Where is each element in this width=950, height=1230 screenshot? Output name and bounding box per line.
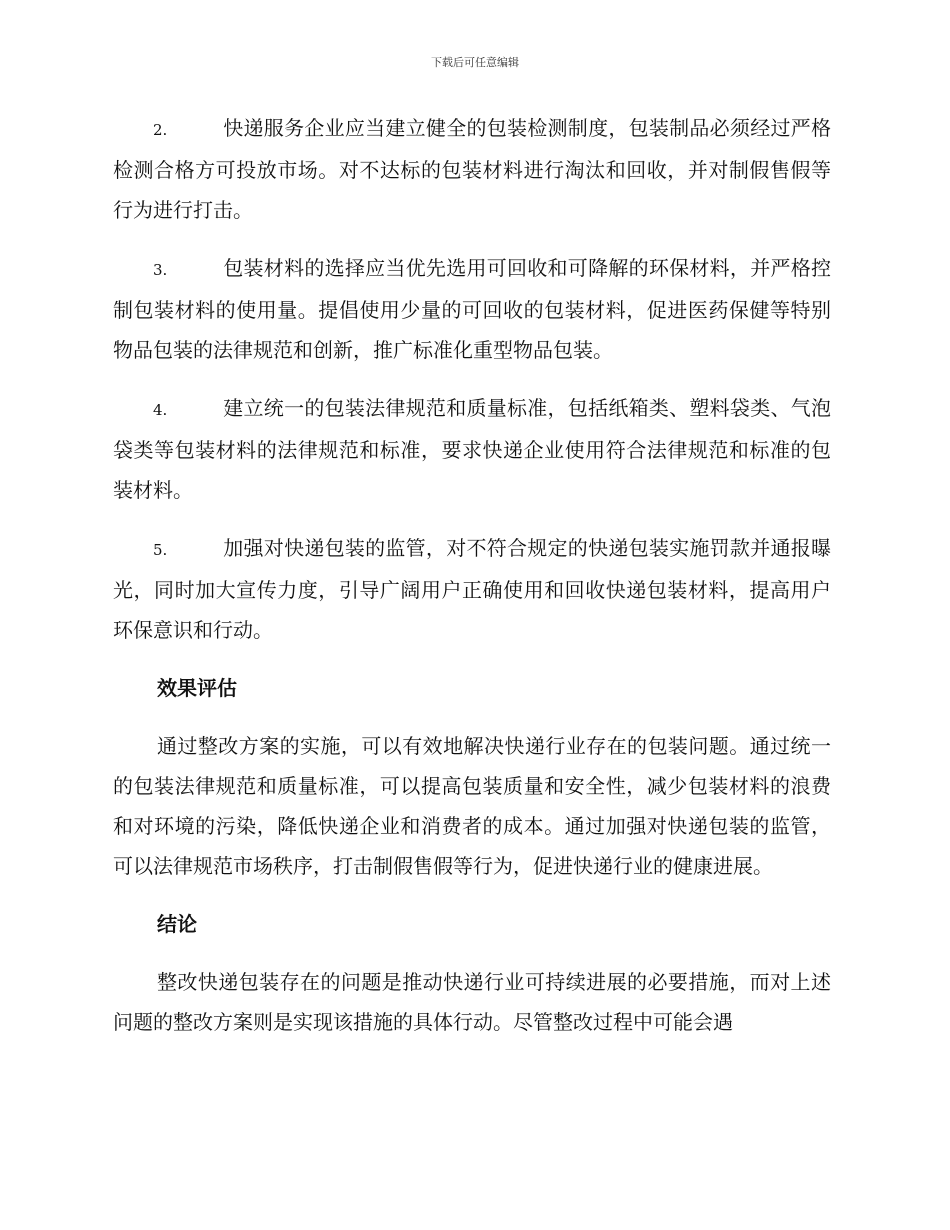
list-item-4 — [113, 388, 831, 510]
list-item-5 — [113, 528, 831, 650]
list-number: 2. — [153, 121, 168, 139]
section-heading-evaluation: 效果评估 — [157, 676, 237, 700]
list-text: 快递服务企业应当建立健全的包装检测制度，包装制品必须经过严格检测合格方可投放市场。对不达标的包装材料进行淘汰和回收，并对制假售假等行为进行打击。 — [113, 116, 831, 222]
page-header: 下载后可任意编辑 — [431, 56, 519, 69]
list-number: 3. — [153, 261, 168, 279]
list-text: 加强对快递包装的监管，对不符合规定的快递包装实施罚款并通报曝光，同时加大宣传力度，引导广阔用户正确使用和回收快递包装材料，提高用户环保意识和行动。 — [113, 536, 831, 642]
document-body — [113, 108, 831, 1060]
evaluation-paragraph: 通过整改方案的实施，可以有效地解决快递行业存在的包装问题。通过统一的包装法律规范和质量标准，可以提高包装质量和安全性，减少包装材料的浪费和对环境的污染，降低快递企业和消费者的成本。通过加强对快递包装的监管，可以法律规范市场秩序，打击制假售假等行为，促进快递行业的健康进展。 — [113, 734, 831, 878]
list-text: 包装材料的选择应当优先选用可回收和可降解的环保材料，并严格控制包装材料的使用量。提倡使用少量的可回收的包装材料，促进医药保健等特别物品包装的法律规范和创新，推广标准化重型物品包装。 — [113, 256, 831, 362]
conclusion-paragraph: 整改快递包装存在的问题是推动快递行业可持续进展的必要措施，而对上述问题的整改方案则是实现该措施的具体行动。尽管整改过程中可能会遇 — [113, 970, 831, 1034]
section-heading-conclusion: 结论 — [157, 912, 197, 936]
list-number: 5. — [153, 541, 168, 559]
list-item-2 — [113, 108, 831, 230]
list-item-3 — [113, 248, 831, 370]
list-text: 建立统一的包装法律规范和质量标准，包括纸箱类、塑料袋类、气泡袋类等包装材料的法律规范和标准，要求快递企业使用符合法律规范和标准的包装材料。 — [113, 396, 831, 502]
list-number: 4. — [153, 401, 168, 419]
